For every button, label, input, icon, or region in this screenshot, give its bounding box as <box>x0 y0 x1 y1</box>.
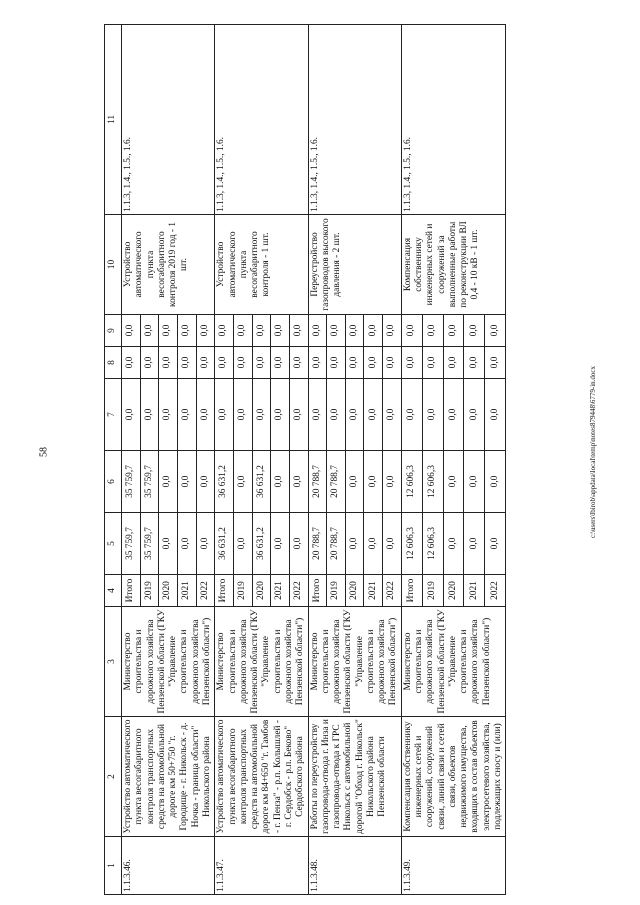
value-col7: 0,0 <box>252 379 271 451</box>
activity-name: Устройство автоматического пункта весогабаритного контроля транспортных средств на автомобильной дороге км 84+650 "г. Тамбов - г. Пенза" - р.п. Колышлей - г. Сердобск - р.п. Беково" Сердобского района <box>215 717 308 837</box>
value-col9: 0,0 <box>233 315 252 347</box>
activity-number: 1.1.3.47. <box>215 837 308 895</box>
column-number: 7 <box>105 379 122 451</box>
value-regional: 20 788,7 <box>308 451 327 513</box>
activity-name: Работы по переустройству газопровода-отвода г. Инза и газопровода-отвода к ГРС Никольск с автомобильной дорогой "Обход г. Никольск" Никольского района Пензенской области <box>308 717 401 837</box>
year-cell: 2022 <box>196 575 215 607</box>
page-number: 58 <box>38 447 50 457</box>
activity-executor: Министерство строительства и дорожного хозяйства Пензенской области (ГКУ "Управление строительства и дорожного хозяйства Пензенской области") <box>308 607 401 717</box>
year-cell: 2021 <box>464 575 485 607</box>
value-total: 20 788,7 <box>308 513 327 575</box>
activity-executor: Министерство строительства и дорожного хозяйства Пензенской области (ГКУ "Управление строительства и дорожного хозяйства Пензенской области") <box>401 607 506 717</box>
footer-file-path: c:\users\lbirob\appdata\local\temp\notes879448\6779-in.docx <box>589 365 597 539</box>
value-col9: 0,0 <box>383 315 402 347</box>
value-col9: 0,0 <box>422 315 443 347</box>
value-total: 0,0 <box>196 513 215 575</box>
value-col9: 0,0 <box>196 315 215 347</box>
column-number: 1 <box>105 837 122 895</box>
activity-executor: Министерство строительства и дорожного хозяйства Пензенской области (ГКУ "Управление строительства и дорожного хозяйства Пензенской области") <box>215 607 308 717</box>
table-row <box>122 25 141 895</box>
value-col9: 0,0 <box>271 315 290 347</box>
table-row <box>401 25 422 895</box>
value-col7: 0,0 <box>271 379 290 451</box>
column-number: 3 <box>105 607 122 717</box>
value-col8: 0,0 <box>327 347 346 379</box>
value-regional: 0,0 <box>159 451 178 513</box>
value-col8: 0,0 <box>215 347 234 379</box>
value-col8: 0,0 <box>485 347 506 379</box>
value-total: 35 759,7 <box>122 513 141 575</box>
column-number-row <box>105 25 122 895</box>
year-cell: 2019 <box>233 575 252 607</box>
value-col9: 0,0 <box>308 315 327 347</box>
activity-link: 1.1.3, 1.4., 1.5., 1.6. <box>308 25 401 215</box>
value-total: 20 788,7 <box>327 513 346 575</box>
value-regional: 0,0 <box>345 451 364 513</box>
column-number: 9 <box>105 315 122 347</box>
value-col7: 0,0 <box>177 379 196 451</box>
year-cell: 2022 <box>383 575 402 607</box>
activity-number: 1.1.3.49. <box>401 837 506 895</box>
year-cell: 2021 <box>364 575 383 607</box>
value-col7: 0,0 <box>289 379 308 451</box>
value-col9: 0,0 <box>485 315 506 347</box>
year-cell: 2021 <box>271 575 290 607</box>
value-col9: 0,0 <box>401 315 422 347</box>
activity-indicator: Устройство автоматического пункта весогабаритного контроля - 1 шт. <box>215 215 308 315</box>
year-cell: Итого <box>401 575 422 607</box>
year-cell: 2019 <box>327 575 346 607</box>
value-col8: 0,0 <box>271 347 290 379</box>
value-col8: 0,0 <box>289 347 308 379</box>
value-regional: 0,0 <box>464 451 485 513</box>
value-total: 0,0 <box>289 513 308 575</box>
value-regional: 12 606,3 <box>401 451 422 513</box>
activity-number: 1.1.3.46. <box>122 837 215 895</box>
value-col7: 0,0 <box>401 379 422 451</box>
value-total: 0,0 <box>383 513 402 575</box>
activity-number: 1.1.3.48. <box>308 837 401 895</box>
column-number: 4 <box>105 575 122 607</box>
value-col7: 0,0 <box>159 379 178 451</box>
value-total: 12 606,3 <box>401 513 422 575</box>
activity-executor: Министерство строительства и дорожного хозяйства Пензенской области (ГКУ "Управление строительства и дорожного хозяйства Пензенской области") <box>122 607 215 717</box>
value-col9: 0,0 <box>215 315 234 347</box>
value-col8: 0,0 <box>196 347 215 379</box>
activity-name: Устройство автоматического пункта весогабаритного контроля транспортных средств на автомобильной дороге км 50+750 "г. Городище - г. Никольск - д. Ночка - граница области" Никольского района <box>122 717 215 837</box>
value-col7: 0,0 <box>233 379 252 451</box>
column-number: 5 <box>105 513 122 575</box>
value-col9: 0,0 <box>122 315 141 347</box>
value-col7: 0,0 <box>196 379 215 451</box>
table-row <box>215 25 234 895</box>
value-col7: 0,0 <box>308 379 327 451</box>
value-regional: 36 631,2 <box>215 451 234 513</box>
value-col7: 0,0 <box>383 379 402 451</box>
value-col8: 0,0 <box>345 347 364 379</box>
value-col8: 0,0 <box>464 347 485 379</box>
year-cell: 2020 <box>345 575 364 607</box>
value-col7: 0,0 <box>485 379 506 451</box>
value-col8: 0,0 <box>443 347 464 379</box>
table-row <box>308 25 327 895</box>
value-regional: 0,0 <box>177 451 196 513</box>
column-number: 6 <box>105 451 122 513</box>
value-col7: 0,0 <box>140 379 159 451</box>
value-regional: 35 759,7 <box>140 451 159 513</box>
value-total: 12 606,3 <box>422 513 443 575</box>
year-cell: Итого <box>215 575 234 607</box>
year-cell: 2019 <box>140 575 159 607</box>
value-col7: 0,0 <box>215 379 234 451</box>
value-col7: 0,0 <box>327 379 346 451</box>
value-col9: 0,0 <box>289 315 308 347</box>
value-total: 0,0 <box>464 513 485 575</box>
value-col7: 0,0 <box>422 379 443 451</box>
value-regional: 0,0 <box>196 451 215 513</box>
value-col9: 0,0 <box>345 315 364 347</box>
value-col7: 0,0 <box>443 379 464 451</box>
activity-indicator: Компенсация собственнику инженерных сетей и сооружений за выполненные работы по реконструкции ВЛ 0,4 - 10 кВ - 1 шт. <box>401 215 506 315</box>
value-total: 0,0 <box>271 513 290 575</box>
activity-link: 1.1.3, 1.4., 1.5., 1.6. <box>122 25 215 215</box>
year-cell: 2022 <box>485 575 506 607</box>
value-col9: 0,0 <box>364 315 383 347</box>
value-total: 0,0 <box>443 513 464 575</box>
year-cell: 2020 <box>252 575 271 607</box>
year-cell: 2022 <box>289 575 308 607</box>
activity-indicator: Устройство автоматического пункта весогабаритного контроля 2019 год - 1 шт. <box>122 215 215 315</box>
value-col9: 0,0 <box>140 315 159 347</box>
value-col7: 0,0 <box>464 379 485 451</box>
year-cell: Итого <box>308 575 327 607</box>
value-regional: 36 631,2 <box>252 451 271 513</box>
value-total: 36 631,2 <box>215 513 234 575</box>
year-cell: 2019 <box>422 575 443 607</box>
value-regional: 0,0 <box>364 451 383 513</box>
activity-name: Компенсация собственнику инженерных сетей и сооружений, сооружений связи, линий связи и сетей связи, объектов недвижимого имущества, входящих в состав объектов электросетевого хозяйства, подлежащих сносу и (или) <box>401 717 506 837</box>
value-regional: 35 759,7 <box>122 451 141 513</box>
value-regional: 0,0 <box>383 451 402 513</box>
value-col9: 0,0 <box>464 315 485 347</box>
activity-indicator: Переустройство газопроводов высокого давления - 2 шт. <box>308 215 401 315</box>
value-col7: 0,0 <box>364 379 383 451</box>
value-regional: 0,0 <box>233 451 252 513</box>
column-number: 10 <box>105 215 122 315</box>
value-regional: 0,0 <box>485 451 506 513</box>
value-col8: 0,0 <box>122 347 141 379</box>
value-col7: 0,0 <box>345 379 364 451</box>
column-number: 11 <box>105 25 122 215</box>
value-total: 35 759,7 <box>140 513 159 575</box>
value-col8: 0,0 <box>159 347 178 379</box>
program-activities-table <box>104 24 506 895</box>
value-total: 36 631,2 <box>252 513 271 575</box>
value-regional: 12 606,3 <box>422 451 443 513</box>
value-col8: 0,0 <box>233 347 252 379</box>
year-cell: 2020 <box>159 575 178 607</box>
value-col8: 0,0 <box>364 347 383 379</box>
activity-link: 1.1.3, 1.4., 1.5., 1.6. <box>215 25 308 215</box>
value-col8: 0,0 <box>422 347 443 379</box>
value-total: 0,0 <box>364 513 383 575</box>
value-regional: 20 788,7 <box>327 451 346 513</box>
value-total: 0,0 <box>159 513 178 575</box>
year-cell: 2021 <box>177 575 196 607</box>
value-col9: 0,0 <box>159 315 178 347</box>
value-regional: 0,0 <box>443 451 464 513</box>
value-total: 0,0 <box>345 513 364 575</box>
value-col7: 0,0 <box>122 379 141 451</box>
column-number: 2 <box>105 717 122 837</box>
value-col8: 0,0 <box>140 347 159 379</box>
value-total: 0,0 <box>485 513 506 575</box>
value-col8: 0,0 <box>252 347 271 379</box>
value-col8: 0,0 <box>177 347 196 379</box>
year-cell: 2020 <box>443 575 464 607</box>
rotated-page-content <box>104 25 584 895</box>
value-col8: 0,0 <box>401 347 422 379</box>
value-regional: 0,0 <box>271 451 290 513</box>
value-col9: 0,0 <box>252 315 271 347</box>
year-cell: Итого <box>122 575 141 607</box>
value-col8: 0,0 <box>383 347 402 379</box>
value-regional: 0,0 <box>289 451 308 513</box>
value-total: 0,0 <box>177 513 196 575</box>
value-col9: 0,0 <box>443 315 464 347</box>
activity-link: 1.1.3, 1.4., 1.5., 1.6. <box>401 25 506 215</box>
value-total: 0,0 <box>233 513 252 575</box>
value-col9: 0,0 <box>177 315 196 347</box>
column-number: 8 <box>105 347 122 379</box>
value-col9: 0,0 <box>327 315 346 347</box>
value-col8: 0,0 <box>308 347 327 379</box>
